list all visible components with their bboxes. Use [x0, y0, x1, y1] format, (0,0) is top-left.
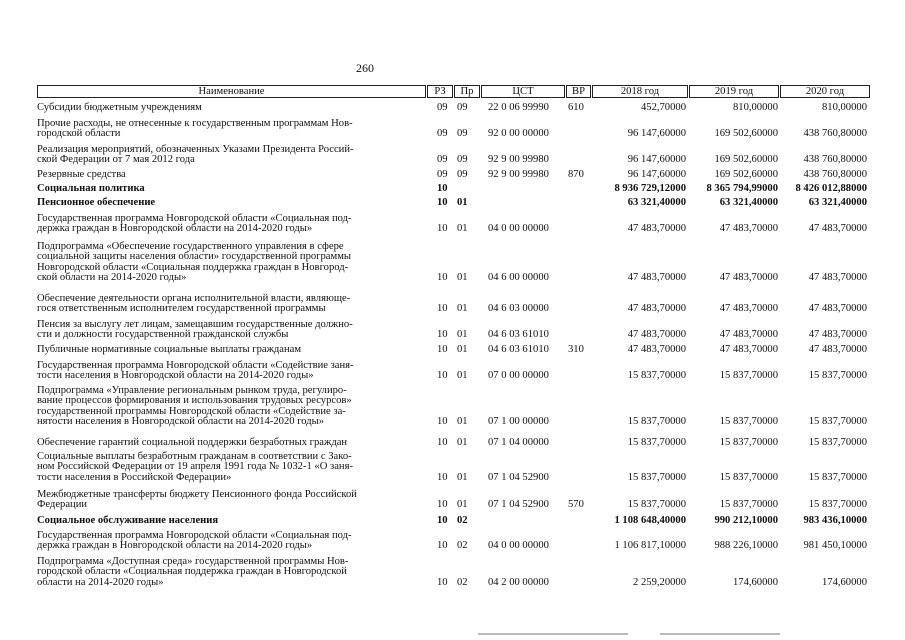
cell-rz: 09 [437, 102, 448, 113]
cell-name: области на 2014-2020 годы» [37, 576, 164, 588]
cell-name: гося ответственным исполнителем государственной программы [37, 303, 326, 315]
cell-rz: 10 [437, 576, 448, 588]
cell-name: ской области на 2014-2020 годы» [37, 272, 187, 284]
cell-2020: 438 760,80000 [803, 154, 867, 166]
cell-2019: 988 226,10000 [714, 540, 778, 552]
cell-2020: 15 837,70000 [808, 471, 867, 483]
cell-2019: 174,60000 [732, 576, 778, 588]
cell-2020: 63 321,40000 [808, 197, 867, 208]
cell-2018: 47 483,70000 [627, 272, 686, 284]
cell-2019: 15 837,70000 [719, 499, 778, 511]
cell-2019: 15 837,70000 [719, 437, 778, 448]
cell-rz: 10 [437, 499, 448, 511]
cell-2019: 47 483,70000 [719, 329, 778, 341]
cell-2018: 47 483,70000 [627, 223, 686, 235]
header-pr: Пр [454, 85, 480, 98]
cell-vr: 570 [568, 499, 584, 511]
cell-cst: 07 0 00 00000 [488, 370, 549, 382]
cell-2020: 15 837,70000 [808, 499, 867, 511]
scan-artifact [478, 633, 628, 635]
cell-pr: 01 [457, 437, 468, 448]
cell-name: Межбюджетные трансферты бюджету Пенсионного фонда Российской [37, 489, 357, 500]
cell-cst: 92 9 00 99980 [488, 154, 549, 166]
cell-name: Обеспечение гарантий социальной поддержки безработных граждан [37, 437, 348, 448]
cell-2018: 63 321,40000 [627, 197, 686, 208]
cell-2018: 15 837,70000 [627, 437, 686, 448]
cell-2019: 15 837,70000 [719, 370, 778, 382]
header-2018: 2018 год [592, 85, 688, 98]
cell-cst: 04 0 00 00000 [488, 223, 549, 235]
cell-name: Обеспечение деятельности органа исполнительной власти, являюще- [37, 293, 351, 304]
cell-cst: 04 6 03 61010 [488, 344, 549, 355]
cell-2019: 15 837,70000 [719, 416, 778, 428]
cell-cst: 07 1 04 00000 [488, 437, 549, 448]
cell-name: Подпрограмма «Управление региональным рынком труда, регулиро- [37, 385, 347, 396]
cell-name: Государственная программа Новгородской области «Социальная под- [37, 530, 352, 541]
cell-name: социальной защиты населения области» государственной программы [37, 251, 352, 263]
cell-cst: 04 6 03 61010 [488, 329, 549, 341]
cell-pr: 02 [457, 540, 468, 552]
cell-name: Публичные нормативные социальные выплаты гражданам [37, 344, 302, 355]
cell-rz: 09 [437, 154, 448, 166]
cell-2019: 990 212,10000 [714, 515, 778, 526]
cell-2018: 15 837,70000 [627, 471, 686, 483]
cell-name: Социальные выплаты безработным гражданам в соответствии с Зако- [37, 451, 352, 462]
cell-2019: 810,00000 [732, 102, 778, 113]
cell-name: сти и должности государственной гражданской службы [37, 329, 289, 341]
cell-2019: 8 365 794,99000 [706, 183, 778, 194]
cell-pr: 09 [457, 154, 468, 166]
cell-name: держка граждан в Новгородской области на 2014-2020 годы» [37, 540, 313, 552]
cell-2020: 47 483,70000 [808, 272, 867, 284]
cell-name: Новгородской области «Социальная поддержка граждан в Новгород- [37, 261, 349, 273]
cell-2020: 15 837,70000 [808, 437, 867, 448]
cell-2019: 47 483,70000 [719, 272, 778, 284]
cell-vr: 310 [568, 344, 584, 355]
cell-pr: 02 [457, 576, 468, 588]
cell-2019: 63 321,40000 [719, 197, 778, 208]
cell-pr: 02 [457, 515, 468, 526]
cell-2020: 8 426 012,88000 [795, 183, 867, 194]
cell-2019: 169 502,60000 [714, 169, 778, 180]
header-2020: 2020 год [780, 85, 870, 98]
cell-2020: 15 837,70000 [808, 370, 867, 382]
header-name: Наименование [37, 85, 426, 98]
cell-2020: 983 436,10000 [803, 515, 867, 526]
cell-2018: 8 936 729,12000 [614, 183, 686, 194]
header-vr: ВР [566, 85, 591, 98]
cell-rz: 10 [437, 540, 448, 552]
cell-rz: 10 [437, 416, 448, 428]
cell-2018: 96 147,60000 [627, 169, 686, 180]
cell-2018: 47 483,70000 [627, 329, 686, 341]
cell-2019: 15 837,70000 [719, 471, 778, 483]
cell-name: Государственная программа Новгородской области «Содействие заня- [37, 360, 354, 371]
cell-name: Пенсия за выслугу лет лицам, замещавшим государственные должно- [37, 319, 353, 330]
cell-name: городской области [37, 128, 121, 140]
cell-2018: 2 259,20000 [633, 576, 686, 588]
header-2019: 2019 год [689, 85, 779, 98]
cell-name: Подпрограмма «Доступная среда» государственной программы Нов- [37, 556, 349, 567]
cell-2019: 169 502,60000 [714, 128, 778, 140]
cell-vr: 870 [568, 169, 584, 180]
page-number: 260 [356, 61, 374, 75]
cell-pr: 01 [457, 197, 468, 208]
cell-2019: 47 483,70000 [719, 223, 778, 235]
cell-vr: 610 [568, 102, 584, 113]
cell-pr: 01 [457, 416, 468, 428]
cell-name: тости населения в Российской Федерации» [37, 471, 232, 483]
cell-cst: 07 1 00 00000 [488, 416, 549, 428]
cell-rz: 10 [437, 471, 448, 483]
cell-name: держка граждан в Новгородской области на 2014-2020 годы» [37, 223, 313, 235]
cell-cst: 04 6 00 00000 [488, 272, 549, 284]
cell-cst: 92 9 00 99980 [488, 169, 549, 180]
cell-2019: 47 483,70000 [719, 344, 778, 355]
cell-2018: 1 108 648,40000 [614, 515, 686, 526]
cell-rz: 10 [437, 437, 448, 448]
cell-2020: 47 483,70000 [808, 329, 867, 341]
cell-name: Государственная программа Новгородской области «Социальная под- [37, 213, 352, 224]
cell-pr: 09 [457, 128, 468, 140]
cell-2020: 810,00000 [821, 102, 867, 113]
cell-name: городской области «Социальная поддержка граждан в Новгородской [37, 566, 347, 578]
cell-name: Пенсионное обеспечение [37, 197, 156, 208]
cell-pr: 01 [457, 223, 468, 235]
cell-cst: 22 0 06 99990 [488, 102, 549, 113]
cell-2019: 169 502,60000 [714, 154, 778, 166]
cell-rz: 10 [437, 303, 448, 315]
cell-2020: 47 483,70000 [808, 303, 867, 315]
cell-2019: 47 483,70000 [719, 303, 778, 315]
cell-2018: 15 837,70000 [627, 370, 686, 382]
cell-name: государственной программы Новгородской области «Содействие за- [37, 405, 346, 417]
cell-name: Реализация мероприятий, обозначенных Указами Президента Россий- [37, 144, 354, 155]
header-cst: ЦСТ [481, 85, 565, 98]
cell-pr: 01 [457, 329, 468, 341]
cell-rz: 10 [437, 272, 448, 284]
cell-rz: 09 [437, 128, 448, 140]
cell-name: Федерации [37, 499, 88, 511]
cell-cst: 92 0 00 00000 [488, 128, 549, 140]
cell-cst: 04 2 00 00000 [488, 576, 549, 588]
cell-rz: 10 [437, 223, 448, 235]
cell-name: ской Федерации от 7 мая 2012 года [37, 154, 195, 166]
cell-2018: 15 837,70000 [627, 416, 686, 428]
cell-pr: 01 [457, 471, 468, 483]
cell-2018: 96 147,60000 [627, 154, 686, 166]
cell-2020: 15 837,70000 [808, 416, 867, 428]
cell-pr: 09 [457, 102, 468, 113]
cell-name: Подпрограмма «Обеспечение государственного управления в сфере [37, 241, 344, 252]
cell-name: Социальное обслуживание населения [37, 515, 219, 526]
cell-cst: 04 0 00 00000 [488, 540, 549, 552]
cell-2020: 438 760,80000 [803, 169, 867, 180]
cell-2020: 438 760,80000 [803, 128, 867, 140]
cell-cst: 07 1 04 52900 [488, 471, 549, 483]
cell-2020: 47 483,70000 [808, 344, 867, 355]
cell-name: ном Российской Федерации от 19 апреля 1991 года № 1032-1 «О заня- [37, 461, 353, 473]
cell-2020: 981 450,10000 [803, 540, 867, 552]
cell-rz: 10 [437, 515, 448, 526]
cell-2018: 47 483,70000 [627, 344, 686, 355]
cell-2018: 1 106 817,10000 [614, 540, 686, 552]
cell-rz: 10 [437, 370, 448, 382]
cell-2018: 452,70000 [640, 102, 686, 113]
scan-artifact [660, 633, 780, 635]
cell-name: нятости населения в Новгородской области на 2014-2020 годы» [37, 416, 325, 428]
cell-2018: 96 147,60000 [627, 128, 686, 140]
cell-pr: 01 [457, 370, 468, 382]
cell-name: тости населения в Новгородской области на 2014-2020 годы» [37, 370, 314, 382]
cell-name: Социальная политика [37, 183, 145, 194]
cell-pr: 01 [457, 303, 468, 315]
cell-pr: 09 [457, 169, 468, 180]
cell-rz: 10 [437, 329, 448, 341]
cell-name: Субсидии бюджетным учреждениям [37, 102, 202, 113]
cell-pr: 01 [457, 344, 468, 355]
cell-name: Резервные средства [37, 169, 126, 180]
cell-cst: 04 6 03 00000 [488, 303, 549, 315]
cell-pr: 01 [457, 272, 468, 284]
header-rz: РЗ [427, 85, 453, 98]
cell-2020: 47 483,70000 [808, 223, 867, 235]
cell-rz: 10 [437, 183, 448, 194]
cell-2018: 15 837,70000 [627, 499, 686, 511]
cell-rz: 10 [437, 344, 448, 355]
cell-2020: 174,60000 [821, 576, 867, 588]
cell-name: вание процессов формирования и использования трудовых ресурсов» [37, 395, 352, 407]
cell-rz: 10 [437, 197, 448, 208]
cell-cst: 07 1 04 52900 [488, 499, 549, 511]
cell-name: Прочие расходы, не отнесенные к государственным программам Нов- [37, 118, 353, 129]
cell-2018: 47 483,70000 [627, 303, 686, 315]
cell-rz: 09 [437, 169, 448, 180]
cell-pr: 01 [457, 499, 468, 511]
